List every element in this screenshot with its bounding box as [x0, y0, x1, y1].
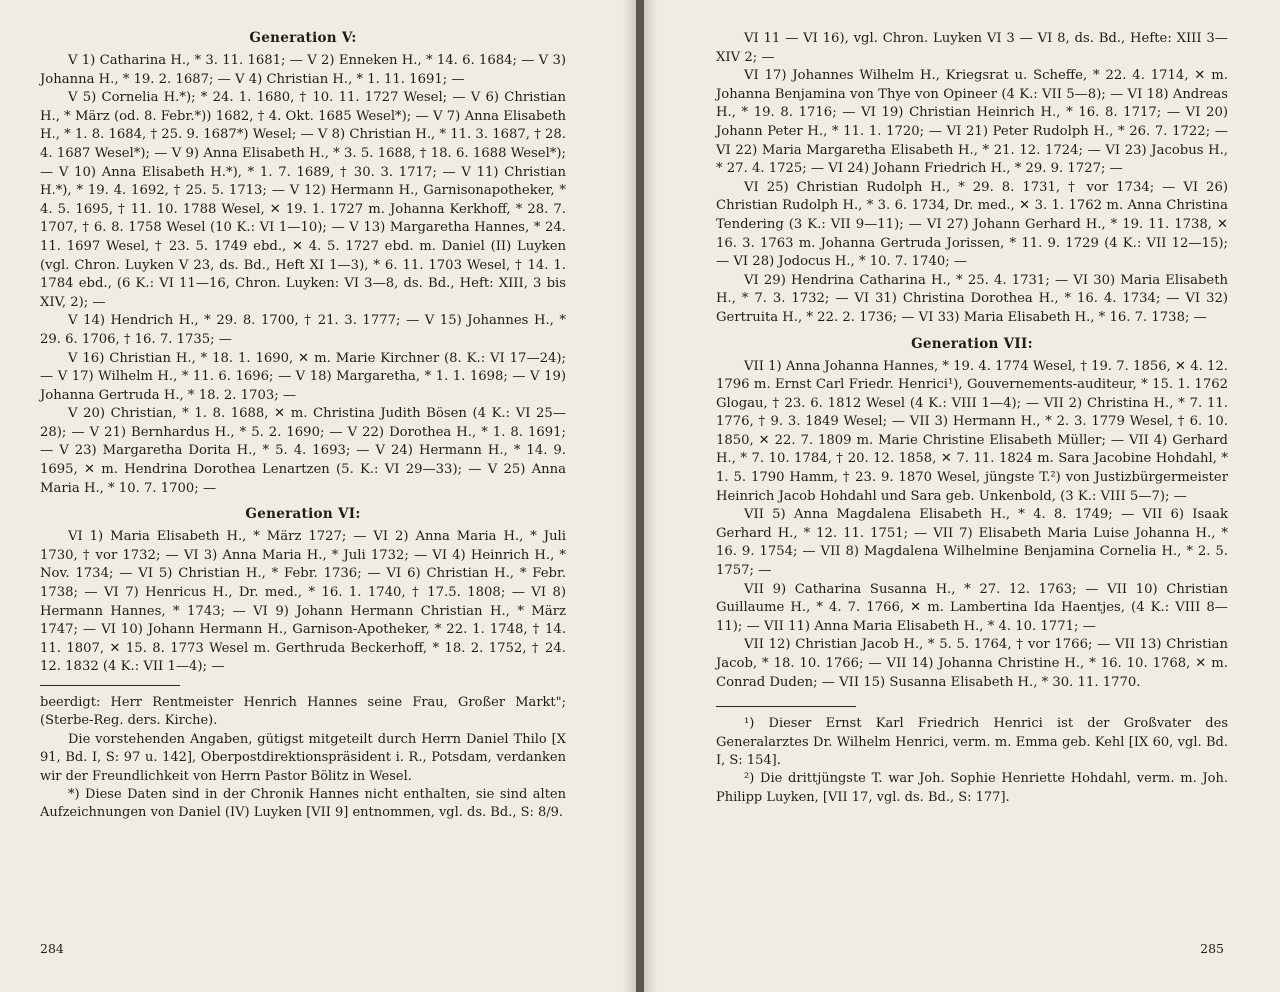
- footnote-continuation: beerdigt: Herr Rentmeister Henrich Hannes seine Frau, Großer Markt"; (Sterbe-Reg. ders. Kirche).: [40, 695, 566, 729]
- gen7-paragraph-3: VII 9) Catharina Susanna H., * 27. 12. 1763; — VII 10) Christian Guillaume H., * 4. 7. 1766, ✕ m. Lambertina Ida Haentjes, (4 K.: VIII 8—11); — VII 11) Anna Maria Elisabeth H., * 4. 10. 1771; —: [716, 581, 1228, 634]
- footnote-asterisk: *) Diese Daten sind in der Chronik Hannes nicht enthalten, sie sind alten Aufzeichnungen von Daniel (IV) Luyken [VII 9] entnommen, vgl. ds. Bd., S: 8/9.: [40, 787, 566, 821]
- gen5-paragraph-2: V 5) Cornelia H.*); * 24. 1. 1680, † 10. 11. 1727 Wesel; — V 6) Christian H., * März (od. 8. Febr.*)) 1682, † 4. Okt. 1685 Wesel*); — V 7) Anna Elisabeth H., * 1. 8. 1684, † 25. 9. 1687*) Wesel; — V 8) Christian H., * 11. 3. 1687, † 28. 4. 1687 Wesel*); — V 9) Anna Elisabeth H., * 3. 5. 1688, † 18. 6. 1688 Wesel*); — V 10) Anna Elisabeth H.*), * 1. 7. 1689, † 30. 3. 1717; — V 11) Christian H.*), * 19. 4. 1692, † 25. 5. 1713; — V 12) Hermann H., Garnisonapotheker, * 4. 5. 1695, † 11. 10. 1788 Wesel, ✕ 19. 1. 1727 m. Johanna Kerkhoff, * 28. 7. 1707, † 6. 8. 1758 Wesel (10 K.: VI 1—10); — V 13) Margaretha Hannes, * 24. 11. 1697 Wesel, † 23. 5. 1749 ebd., ✕ 4. 5. 1727 ebd. m. Daniel (II) Luyken (vgl. Chron. Luyken V 23, ds. Bd., Heft XI 1—3), * 6. 11. 1703 Wesel, † 14. 1. 1784 ebd., (6 K.: VI 11—16, Chron. Luyken: VI 3—8, ds. Bd., Heft: XIII, 3 bis XIV, 2); —: [40, 90, 566, 310]
- gen7-paragraph-1: VII 1) Anna Johanna Hannes, * 19. 4. 1774 Wesel, † 19. 7. 1856, ✕ 4. 12. 1796 m. Ernst Carl Friedr. Henrici¹), Gouvernements-auditeur, * 15. 1. 1762 Glogau, † 23. 6. 1812 Wesel (4 K.: VIII 1—4); — VII 2) Christina H., * 7. 11. 1776, † 9. 3. 1849 Wesel; — VII 3) Hermann H., * 2. 3. 1779 Wesel, † 6. 10. 1850, ✕ 22. 7. 1809 m. Marie Christine Elisabeth Müller; — VII 4) Gerhard H., * 7. 10. 1784, † 20. 12. 1858, ✕ 7. 11. 1824 m. Sara Jacobine Hohdahl, * 1. 5. 1790 Hamm, † 23. 9. 1870 Wesel, jüngste T.²) von Justizbürgermeister Heinrich Jacob Hohdahl und Sara geb. Unkenbold, (3 K.: VIII 5—7); —: [716, 358, 1228, 504]
- gen6-continuation-paragraph-1: VI 11 — VI 16), vgl. Chron. Luyken VI 3 — VI 8, ds. Bd., Hefte: XIII 3—XIV 2; —: [716, 31, 1228, 65]
- gen5-paragraph-4: V 16) Christian H., * 18. 1. 1690, ✕ m. Marie Kirchner (8. K.: VI 17—24); — V 17) Wilhelm H., * 11. 6. 1696; — V 18) Margaretha, * 1. 1. 1698; — V 19) Johanna Gertruda H., * 18. 2. 1703; —: [40, 350, 566, 403]
- gen6-continuation-paragraph-4: VI 29) Hendrina Catharina H., * 25. 4. 1731; — VI 30) Maria Elisabeth H., * 7. 3. 1732; — VI 31) Christina Dorothea H., * 16. 4. 1734; — VI 32) Gertruita H., * 22. 2. 1736; — VI 33) Maria Elisabeth H., * 16. 7. 1738; —: [716, 272, 1228, 325]
- footnote-2: ²) Die drittjüngste T. war Joh. Sophie Henriette Hohdahl, verm. m. Joh. Philipp Luyken, [VII 17, vgl. ds. Bd., S: 177].: [716, 771, 1228, 805]
- generation-vii-heading: Generation VII:: [911, 335, 1033, 352]
- gen5-paragraph-3: V 14) Hendrich H., * 29. 8. 1700, † 21. 3. 1777; — V 15) Johannes H., * 29. 6. 1706, † 16. 7. 1735; —: [40, 313, 566, 347]
- page-number-left: 284: [40, 941, 64, 956]
- right-page: [644, 0, 1280, 992]
- gen6-continuation-paragraph-3: VI 25) Christian Rudolph H., * 29. 8. 1731, † vor 1734; — VI 26) Christian Rudolph H., * 3. 6. 1734, Dr. med., ✕ 3. 1. 1762 m. Anna Christina Tendering (3 K.: VII 9—11); — VI 27) Johann Gerhard H., * 19. 11. 1738, ✕ 16. 3. 1763 m. Johanna Gertruda Jorissen, * 11. 9. 1729 (4 K.: VII 12—15); — VI 28) Jodocus H., * 10. 7. 1740; —: [716, 179, 1228, 270]
- footnote-divider: [40, 685, 180, 686]
- page-number-right: 285: [1200, 941, 1224, 956]
- generation-vi-heading: Generation VI:: [245, 506, 361, 523]
- gen5-paragraph-5: V 20) Christian, * 1. 8. 1688, ✕ m. Christina Judith Bösen (4 K.: VI 25—28); — V 21) Bernhardus H., * 5. 2. 1690; — V 22) Dorothea H., * 1. 8. 1691; — V 23) Margaretha Dorita H., * 5. 4. 1693; — V 24) Hermann H., * 14. 9. 1695, ✕ m. Hendrina Dorothea Lenartzen (5. K.: VI 29—33); — V 25) Anna Maria H., * 10. 7. 1700; —: [40, 406, 566, 496]
- gen7-paragraph-2: VII 5) Anna Magdalena Elisabeth H., * 4. 8. 1749; — VII 6) Isaak Gerhard H., * 12. 11. 1751; — VII 7) Elisabeth Maria Luise Johanna H., * 16. 9. 1754; — VII 8) Magdalena Wilhelmine Benjamina Cornelia H., * 2. 5. 1757; —: [716, 507, 1228, 579]
- gen6-paragraph-1: VI 1) Maria Elisabeth H., * März 1727; — VI 2) Anna Maria H., * Juli 1730, † vor 1732; — VI 3) Anna Maria H., * Juli 1732; — VI 4) Heinrich H., * Nov. 1734; — VI 5) Christian H., * Febr. 1736; — VI 6) Christian H., * Febr. 1738; — VI 7) Henricus H., Dr. med., * 16. 1. 1740, † 17.5. 1808; — VI 8) Hermann Hannes, * 1743; — VI 9) Johann Hermann Christian H., * März 1747; — VI 10) Johann Hermann H., Garnison-Apotheker, * 22. 1. 1748, † 14. 11. 1807, ✕ 15. 8. 1773 Wesel m. Gerthruda Beckerhoff, * 18. 2. 1752, † 24. 12. 1832 (4 K.: VII 1—4); —: [40, 529, 566, 675]
- footnote-divider: [716, 706, 856, 707]
- gen6-continuation-paragraph-2: VI 17) Johannes Wilhelm H., Kriegsrat u. Scheffe, * 22. 4. 1714, ✕ m. Johanna Benjamina von Thye von Opineer (4 K.: VII 5—8); — VI 18) Andreas H., * 19. 8. 1716; — VI 19) Christian Heinrich H., * 16. 8. 1717; — VI 20) Johann Peter H., * 11. 1. 1720; — VI 21) Peter Rudolph H., * 26. 7. 1722; — VI 22) Maria Margaretha Elisabeth H., * 21. 12. 1724; — VI 23) Jacobus H., * 27. 4. 1725; — VI 24) Johann Friedrich H., * 29. 9. 1727; —: [716, 68, 1228, 177]
- footnote-sources: Die vorstehenden Angaben, gütigst mitgeteilt durch Herrn Daniel Thilo [X 91, Bd. I, S: 97 u. 142], Oberpostdirektionspräsident i. R., Potsdam, verdanken wir der Freundlichkeit von Herrn Pastor Bölitz in Wesel.: [40, 731, 566, 784]
- footnote-1: ¹) Dieser Ernst Karl Friedrich Henrici ist der Großvater des Generalarztes Dr. Wilhelm Henrici, verm. m. Emma geb. Kehl [IX 60, vgl. Bd. I, S: 154].: [716, 716, 1228, 768]
- left-page: [0, 0, 636, 992]
- gen5-paragraph-1: V 1) Catharina H., * 3. 11. 1681; — V 2) Enneken H., * 14. 6. 1684; — V 3) Johanna H., * 19. 2. 1687; — V 4) Christian H., * 1. 11. 1691; —: [40, 53, 566, 87]
- generation-v-heading: Generation V:: [249, 30, 357, 46]
- gen7-paragraph-4: VII 12) Christian Jacob H., * 5. 5. 1764, † vor 1766; — VII 13) Christian Jacob, * 18. 10. 1766; — VII 14) Johanna Christine H., * 16. 10. 1768, ✕ m. Conrad Duden; — VII 15) Susanna Elisabeth H., * 30. 11. 1770.: [716, 637, 1228, 690]
